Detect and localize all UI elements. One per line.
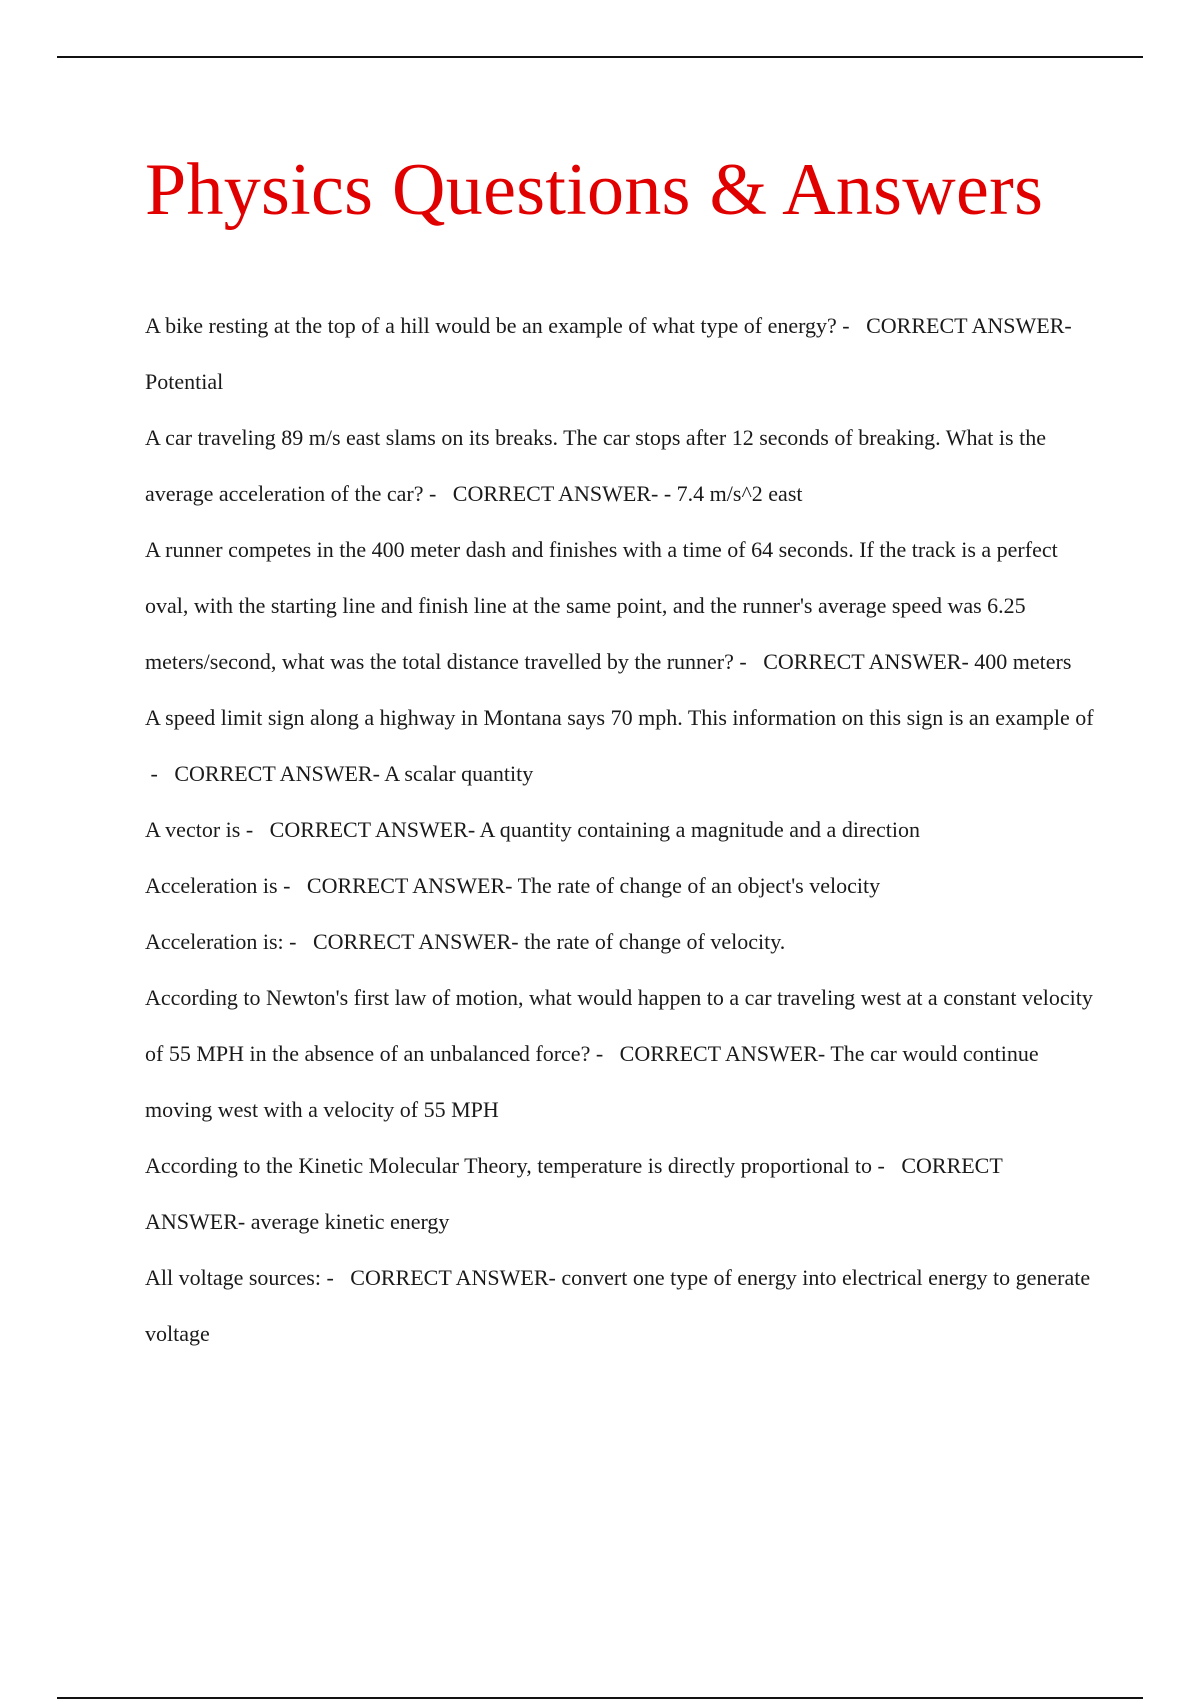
answer-prefix: CORRECT ANSWER- [619, 1041, 831, 1066]
separator: - [240, 817, 270, 842]
question-text: A car traveling 89 m/s east slams on its breaks. The car stops after 12 seconds of breaking. What is the average acceleration of the car? [145, 425, 1046, 506]
answer-prefix: CORRECT ANSWER- [306, 873, 518, 898]
question-text: A vector is [145, 817, 241, 842]
page-title: Physics Questions & Answers [145, 149, 1044, 231]
answer-text: A quantity containing a magnitude and a direction [479, 817, 921, 842]
qa-item [145, 1250, 1095, 1362]
answer-prefix: CORRECT ANSWER- [866, 313, 1072, 338]
separator: - [277, 873, 307, 898]
answer-text: convert one type of energy into electrical energy to generate voltage [145, 1265, 1091, 1346]
answer-prefix: CORRECT ANSWER- [350, 1265, 562, 1290]
question-text: According to Newton's first law of motion, what would happen to a car traveling west at a constant velocity of 55 MPH in the absence of an unbalanced force? [145, 985, 1093, 1066]
answer-prefix: CORRECT ANSWER- [452, 481, 664, 506]
answer-prefix: CORRECT ANSWER- [145, 1153, 1003, 1234]
answer-prefix: CORRECT ANSWER- [313, 929, 525, 954]
qa-item [145, 690, 1095, 802]
separator: - [590, 1041, 620, 1066]
qa-item [145, 802, 1095, 858]
separator: - [733, 649, 764, 674]
answer-text: the rate of change of velocity. [524, 929, 786, 954]
top-rule [57, 56, 1143, 58]
answer-prefix: CORRECT ANSWER- [269, 817, 480, 842]
separator: - [320, 1265, 351, 1290]
answer-text: 400 meters [974, 649, 1072, 674]
question-text: A speed limit sign along a highway in Montana says 70 mph. This information on this sign is an example of [145, 705, 1094, 730]
qa-list [145, 298, 1095, 1362]
bottom-rule [57, 1697, 1143, 1699]
answer-text: Potential [145, 369, 224, 394]
question-text: All voltage sources: [145, 1265, 321, 1290]
separator: - [872, 1153, 902, 1178]
question-text: A runner competes in the 400 meter dash and finishes with a time of 64 seconds. If the track is a perfect oval, with the starting line and finish line at the same point, and the runner's average speed was 6.25 meters/second, what was the total distance travelled by the runner? [145, 537, 1058, 674]
separator: - [423, 481, 453, 506]
answer-text: average kinetic energy [250, 1209, 450, 1234]
qa-item [145, 410, 1095, 522]
question-text: According to the Kinetic Molecular Theory, temperature is directly proportional to [145, 1153, 872, 1178]
answer-text: - 7.4 m/s^2 east [663, 481, 803, 506]
qa-item [145, 1138, 1095, 1250]
separator: - [836, 313, 867, 338]
question-text: Acceleration is [145, 873, 278, 898]
answer-prefix: CORRECT ANSWER- [763, 649, 975, 674]
question-text: A bike resting at the top of a hill would be an example of what type of energy? [145, 313, 837, 338]
separator: - [145, 761, 175, 786]
answer-text: The rate of change of an object's velocity [517, 873, 881, 898]
qa-item [145, 858, 1095, 914]
qa-item [145, 298, 1095, 410]
question-text: Acceleration is: [145, 929, 284, 954]
answer-prefix: CORRECT ANSWER- [174, 761, 385, 786]
qa-item [145, 970, 1095, 1138]
qa-item [145, 914, 1095, 970]
answer-text: The car would continue moving west with a velocity of 55 MPH [145, 1041, 1039, 1122]
answer-text: A scalar quantity [384, 761, 534, 786]
separator: - [283, 929, 313, 954]
qa-item [145, 522, 1095, 690]
